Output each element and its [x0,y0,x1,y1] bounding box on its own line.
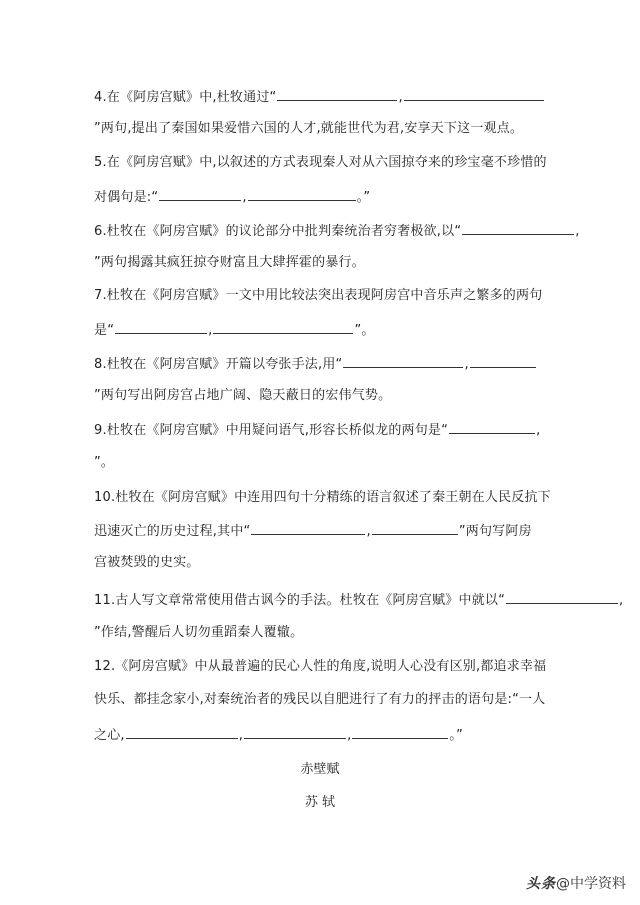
q11-line-1: 11.古人写文章常常使用借古讽今的手法。杜牧在《阿房宫赋》中就以“ , [94,593,624,608]
answer-blank[interactable] [126,726,238,739]
q10-line-3: 宫被焚毁的史实。 [94,555,200,570]
answer-blank[interactable] [213,321,353,334]
q9-line-1: 9.杜牧在《阿房宫赋》中用疑问语气,形容长桥似龙的两句是“ , [94,423,541,438]
q9-line-2: ”。 [94,455,115,470]
q4-line-1: 4.在《阿房宫赋》中,杜牧通过“ , [94,88,545,106]
answer-blank[interactable] [159,188,241,201]
q8-line-1: 8.杜牧在《阿房宫赋》开篇以夸张手法,用“ , [94,355,537,373]
q10-line-1: 10.杜牧在《阿房宫赋》中连用四句十分精练的语言叙述了秦王朝在人民反抗下 [94,490,551,505]
answer-blank[interactable] [248,188,356,201]
q8-line-2: ”两句写出阿房宫占地广阔、隐天蔽日的宏伟气势。 [94,388,392,403]
q12-line-2: 快乐、都挂念家小,对秦统治者的残民以自肥进行了有力的抨击的语句是:“一人 [94,692,546,707]
q12-line-3: 之心, , , 。” [94,728,464,743]
q7-line-1: 7.杜牧在《阿房宫赋》一文中用比较法突出表现阿房宫中音乐声之繁多的两句 [94,288,543,303]
q4-line-2: ”两句,提出了秦国如果爱惜六国的人才,就能世代为君,安享天下这一观点。 [94,121,524,136]
section-title: 赤壁赋 [300,762,340,777]
q7-line-2: 是“ , ”。 [94,323,375,338]
watermark-logo: 头条 [526,876,556,892]
answer-blank[interactable] [449,421,535,434]
answer-blank[interactable] [372,522,458,535]
answer-blank[interactable] [470,355,536,368]
q5-line-2: 对偶句是:“ , 。” [94,190,371,205]
answer-blank[interactable] [462,222,574,235]
q6-line-1: 6.杜牧在《阿房宫赋》的议论部分中批判秦统治者穷奢极欲,以“ , [94,224,580,239]
answer-blank[interactable] [244,726,346,739]
answer-blank[interactable] [277,88,397,101]
q12-line-1: 12.《阿房宫赋》中从最普遍的民心人性的角度,说明人心没有区别,都追求幸福 [94,659,547,674]
q6-line-2: ”两句揭露其疯狂掠夺财富且大肆挥霍的暴行。 [94,255,365,270]
answer-blank[interactable] [115,321,207,334]
answer-blank[interactable] [404,88,544,101]
q5-line-1: 5.在《阿房宫赋》中,以叙述的方式表现秦人对从六国掠夺来的珍宝毫不珍惜的 [94,155,547,170]
q10-line-2: 迅速灭亡的历史过程,其中“ , ”两句写阿房 [94,524,532,539]
answer-blank[interactable] [506,591,618,604]
answer-blank[interactable] [251,522,365,535]
watermark [526,873,626,893]
section-author: 苏 轼 [304,795,336,810]
q11-line-2: ”作结,警醒后人切勿重蹈秦人覆辙。 [94,625,304,640]
watermark-text: @中学资料 [556,876,626,892]
answer-blank[interactable] [352,726,448,739]
answer-blank[interactable] [343,355,463,368]
